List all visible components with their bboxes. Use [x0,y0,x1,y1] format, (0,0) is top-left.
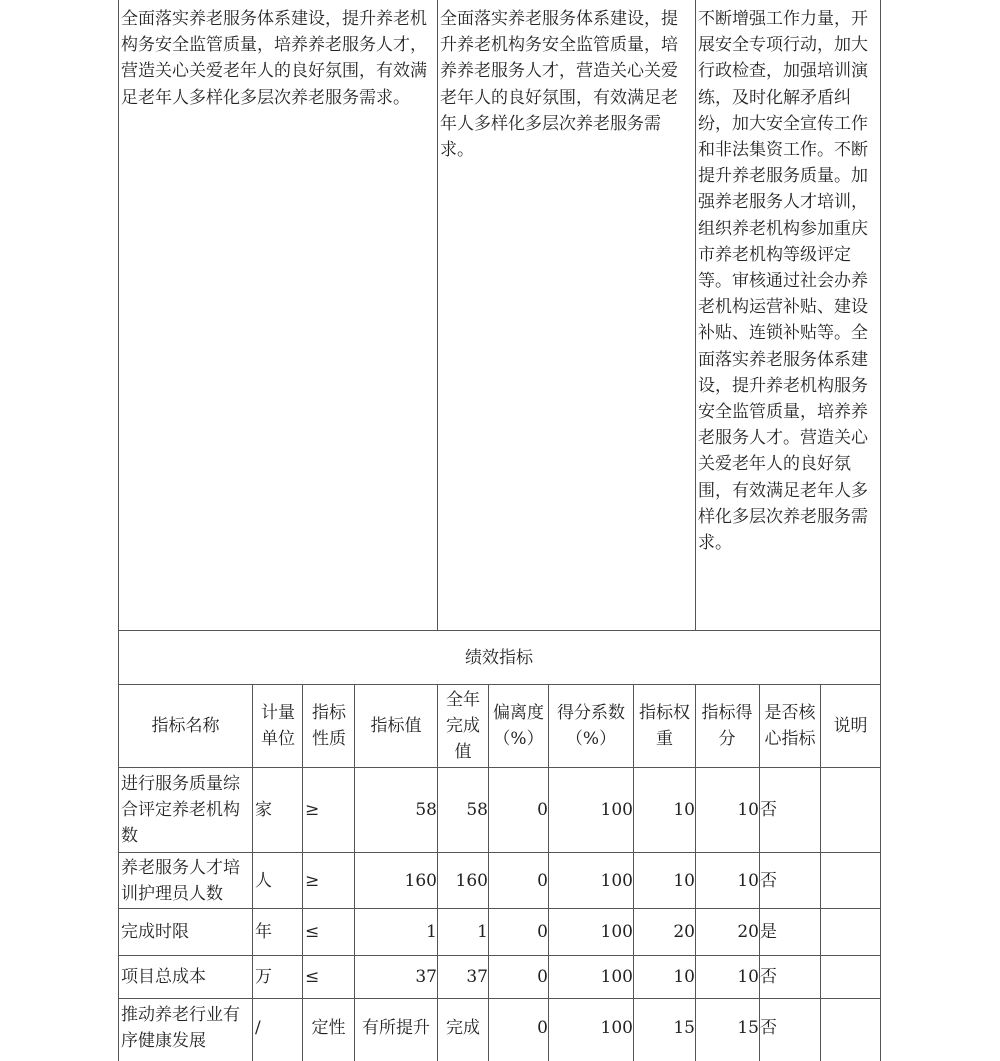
row-2-core: 是 [760,922,777,942]
row-2-score: 20 [737,922,759,942]
row-0-weight: 10 [673,800,695,820]
row-2-nature: ≤ [305,922,320,942]
row-3-core: 否 [760,967,777,987]
row-4-note [821,999,882,1057]
row-4-weight: 15 [673,1018,695,1038]
header-note: 说明 [833,716,868,736]
section-title: 绩效指标 [465,647,533,668]
row-3-name: 项目总成本 [121,967,206,987]
row-4-unit: / [255,1018,261,1038]
row-0-done: 58 [466,800,488,820]
row-1-weight: 10 [673,870,695,891]
row-4-score: 15 [737,1018,759,1038]
row-2-done: 1 [477,922,488,942]
row-1-done: 160 [455,870,488,891]
row-3-note [821,956,882,998]
header-value: 指标值 [370,716,422,736]
row-4-value: 有所提升 [362,1018,430,1038]
row-4-done: 完成 [446,1018,480,1038]
goal-text-col2: 全面落实养老服务体系建设，提升养老机构务安全监管质量，培养养老服务人才，营造关心关爱老年人的良好氛围，有效满足老年人多样化多层次养老服务需求。 [440,9,678,161]
row-1-core: 否 [760,870,777,891]
row-4-nature: 定性 [311,1018,346,1038]
goal-text-col1: 全面落实养老服务体系建设，提升养老机构务安全监管质量，培养养老服务人才，营造关心关爱老年人的良好氛围，有效满足老年人多样化多层次养老服务需求。 [121,9,427,108]
row-0-score: 10 [737,800,759,820]
row-2-dev: 0 [537,922,548,942]
header-core: 是否核心指标 [764,703,816,749]
row-3-weight: 10 [673,967,695,987]
header-coef: 得分系数（%） [557,703,625,749]
row-0-name: 进行服务质量综合评定养老机构数 [121,774,240,846]
row-4-dev: 0 [537,1018,548,1038]
row-3-dev: 0 [537,967,548,987]
header-nature: 指标性质 [312,703,346,749]
row-1-unit: 人 [255,870,272,891]
row-4-core: 否 [760,1018,777,1038]
header-done: 全年完成值 [446,690,480,762]
header-dev: 偏离度（%） [493,703,544,749]
row-2-weight: 20 [673,922,695,942]
row-1-name: 养老服务人才培训护理员人数 [121,857,240,904]
row-1-nature: ≥ [305,870,320,891]
row-1-dev: 0 [537,870,548,891]
row-2-coef: 100 [600,922,633,942]
row-4-name: 推动养老行业有序健康发展 [121,1005,240,1051]
row-4-coef: 100 [600,1018,633,1038]
row-2-note [821,909,882,955]
row-0-note [821,768,882,852]
row-0-unit: 家 [255,800,272,820]
row-1-coef: 100 [600,870,633,891]
row-0-dev: 0 [537,800,548,820]
row-3-score: 10 [737,967,759,987]
row-0-nature: ≥ [305,800,320,820]
row-0-core: 否 [760,800,777,820]
header-name: 指标名称 [151,716,220,736]
row-1-value: 160 [404,870,437,891]
header-weight: 指标权重 [639,703,690,749]
header-unit: 计量单位 [261,703,295,749]
row-1-note [821,853,882,908]
row-3-unit: 万 [255,967,272,987]
row-3-done: 37 [466,967,488,987]
row-3-nature: ≤ [305,967,320,987]
row-0-value: 58 [415,800,437,820]
row-3-coef: 100 [600,967,633,987]
row-2-name: 完成时限 [121,922,189,942]
goal-text-col3: 不断增强工作力量，开展安全专项行动，加大行政检查，加强培训演练，及时化解矛盾纠纷，加大安全宣传工作和非法集资工作。不断提升养老服务质量。加强养老服务人才培训，组织养老机构参加重庆市养老机构等级评定等。审核通过社会办养老机构运营补贴、建设补贴、连锁补贴等。全面落实养老服务体系建设，提升养老机构服务安全监管质量，培养养老服务人才。营造关心关爱老年人的良好氛围，有效满足老年人多样化多层次养老服务需求。 [698,9,868,554]
row-1-score: 10 [737,870,759,891]
row-2-value: 1 [426,922,437,942]
row-2-unit: 年 [255,922,272,942]
row-0-coef: 100 [600,800,633,820]
header-score: 指标得分 [701,703,753,749]
row-3-value: 37 [415,967,437,987]
